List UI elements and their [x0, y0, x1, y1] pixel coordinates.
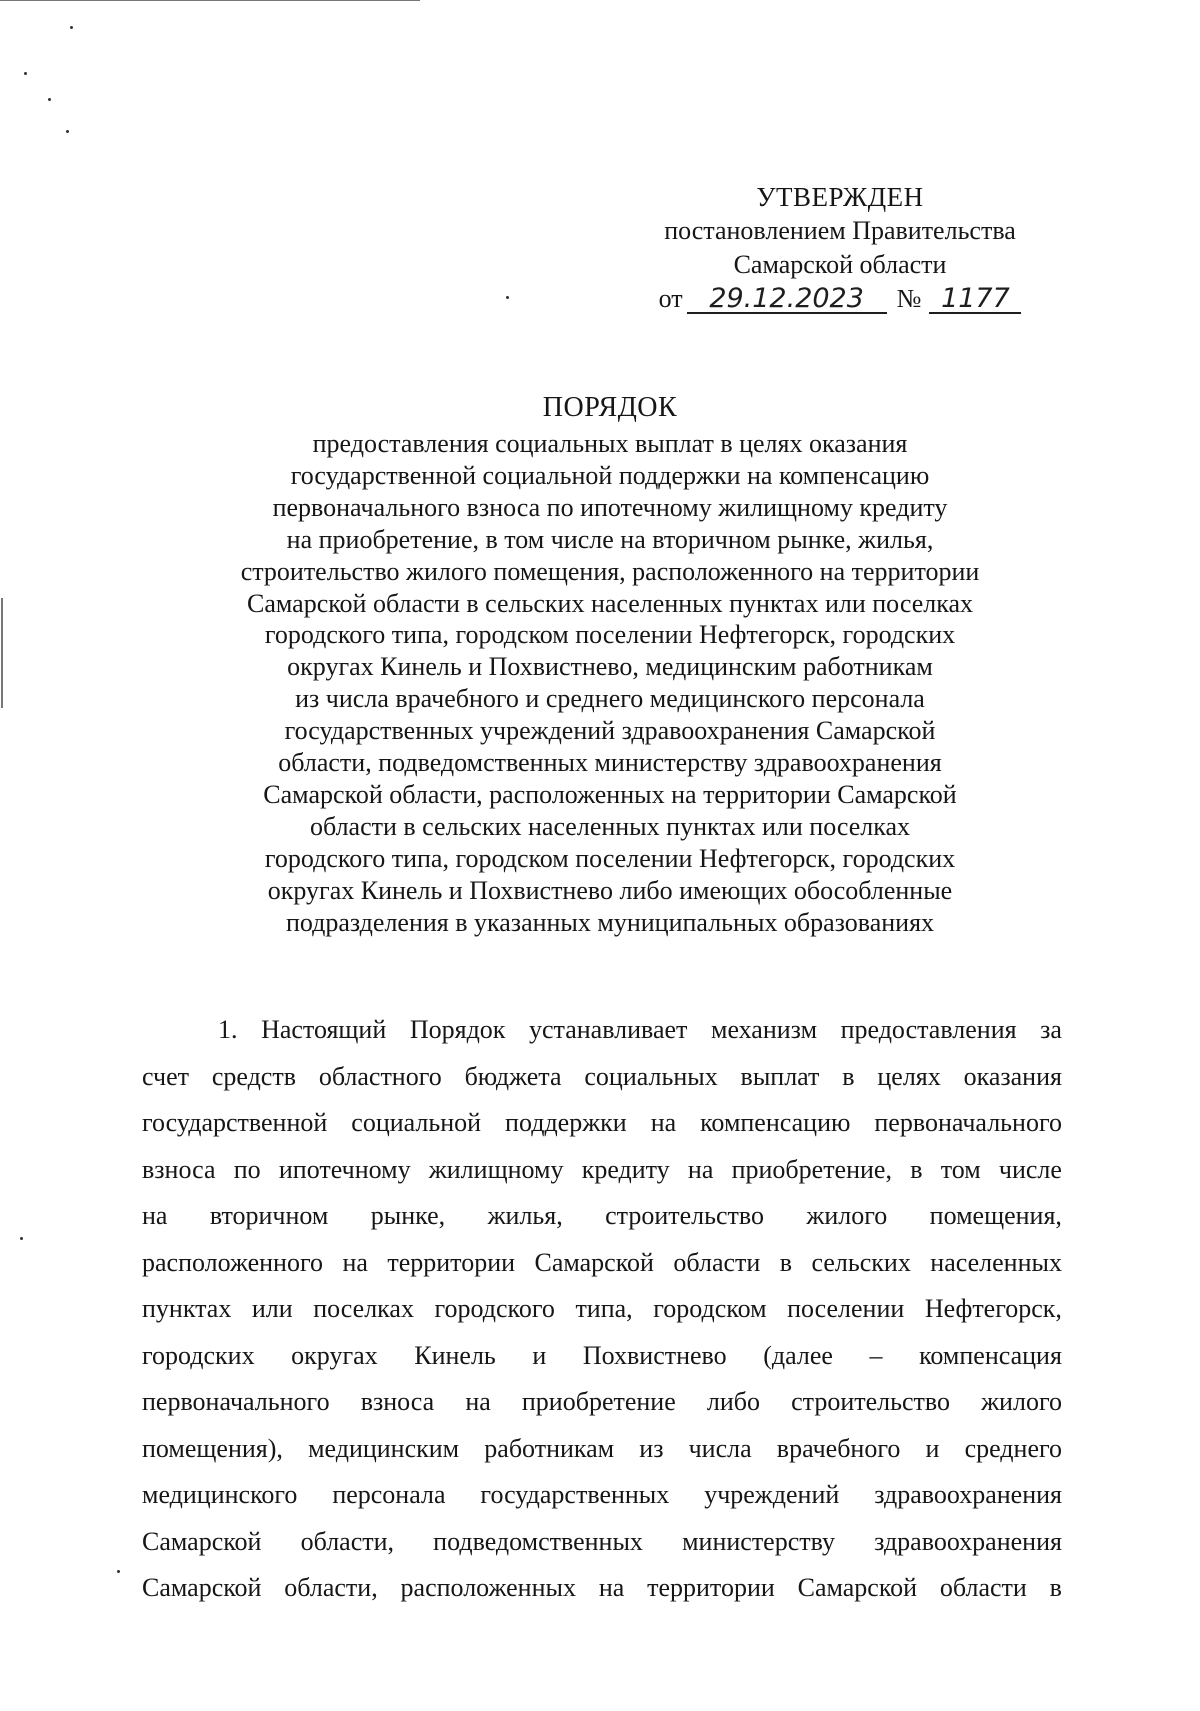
handwritten-number: 1177	[929, 286, 1021, 314]
paragraph-word: Порядок	[409, 1015, 506, 1044]
paragraph-word: механизм	[710, 1015, 818, 1044]
paragraph-word: рынке,	[370, 1201, 446, 1230]
scan-speck	[117, 1570, 120, 1573]
paragraph-word: и	[925, 1433, 940, 1463]
subtitle-line: подразделения в указанных муниципальных образованиях	[285, 907, 935, 937]
paragraph-word: области,	[284, 1573, 378, 1602]
paragraph-word: врачебного	[776, 1433, 901, 1463]
paragraph-line	[142, 1147, 1062, 1194]
approval-heading: УТВЕРЖДЕН	[756, 182, 924, 212]
scan-speck	[66, 130, 69, 133]
subtitle-line: области, подведомственных министерству здравоохранения	[278, 748, 942, 778]
subtitle-line: Самарской области, расположенных на территории Самарской	[263, 779, 957, 809]
subtitle-line: городского типа, городском поселении Нефтегорск, городских	[264, 843, 956, 873]
scan-speck	[20, 1237, 23, 1240]
paragraph-word: Самарской	[534, 1247, 654, 1277]
paragraph-word: взноса	[360, 1387, 435, 1416]
paragraph-word: персонала	[332, 1480, 446, 1509]
paragraph-word: в	[779, 1247, 793, 1277]
paragraph-line	[142, 1333, 1062, 1380]
paragraph-word: области,	[300, 1526, 395, 1556]
paragraph-word: в	[1049, 1573, 1062, 1602]
paragraph-word: на	[142, 1201, 168, 1230]
paragraph-word: первоначального	[874, 1108, 1062, 1137]
paragraph-word: жилого	[981, 1387, 1062, 1416]
paragraph-word: на	[342, 1247, 368, 1277]
paragraph-word: поддержки	[505, 1108, 627, 1137]
paragraph-word: работникам	[484, 1433, 615, 1463]
paragraph-word: 1.	[218, 1015, 238, 1044]
paragraph-word: счет	[142, 1061, 189, 1091]
subtitle-line: государственной социальной поддержки на компенсацию	[290, 460, 930, 490]
paragraph-word: приобретение	[521, 1387, 676, 1416]
paragraph-line	[142, 1100, 1062, 1147]
paragraph-word: либо	[706, 1387, 760, 1416]
paragraph-word: среднего	[964, 1433, 1062, 1463]
paragraph-word: компенсация	[919, 1340, 1062, 1370]
paragraph-word: из	[639, 1433, 664, 1463]
scan-edge-top	[0, 0, 420, 1]
paragraph-word: –	[869, 1340, 883, 1370]
paragraph-word: первоначального	[142, 1387, 330, 1416]
paragraph-word: областного	[318, 1061, 442, 1091]
subtitle-line: государственных учреждений здравоохранения Самарской	[284, 716, 936, 746]
paragraph-word: области	[939, 1573, 1027, 1602]
subtitle-line: первоначального взноса по ипотечному жилищному кредиту	[272, 492, 948, 522]
paragraph-word: социальной	[351, 1108, 482, 1137]
paragraph-word: Нефтегорск,	[924, 1294, 1062, 1323]
subtitle-line: строительство жилого помещения, расположенного на территории	[240, 556, 980, 586]
paragraph-word: городских	[142, 1340, 255, 1370]
paragraph-word: оказания	[963, 1061, 1062, 1091]
approval-line-2: Самарской области	[733, 250, 947, 279]
paragraph-word: сельских	[811, 1247, 911, 1277]
paragraph-word: здравоохранения	[874, 1526, 1062, 1556]
paragraph-word: территории	[387, 1247, 516, 1277]
paragraph-word: Самарской	[142, 1526, 262, 1556]
paragraph-word: за	[1040, 1015, 1062, 1044]
scan-speck	[48, 98, 51, 101]
paragraph-word: области	[673, 1247, 761, 1277]
paragraph-word: числа	[688, 1433, 752, 1463]
paragraph-word: том	[940, 1154, 981, 1184]
subtitle-line: из числа врачебного и среднего медицинского персонала	[295, 684, 925, 714]
paragraph-line	[142, 1240, 1062, 1287]
number-prefix: №	[896, 284, 922, 313]
paragraph-word: городского	[434, 1294, 555, 1323]
paragraph-word: расположенного	[142, 1247, 323, 1277]
scan-speck	[506, 296, 509, 299]
paragraph-word: и	[532, 1340, 547, 1370]
paragraph-word: ипотечному	[278, 1154, 411, 1184]
paragraph-1	[142, 1007, 1062, 1612]
paragraph-word: министерству	[682, 1526, 836, 1556]
paragraph-word: средств	[211, 1061, 296, 1091]
paragraph-word: жилищному	[428, 1154, 564, 1184]
paragraph-word: бюджета	[464, 1061, 562, 1091]
paragraph-word: выплат	[740, 1061, 820, 1091]
subtitle-line: Самарской области в сельских населенных пунктах или поселках	[247, 588, 973, 618]
paragraph-line	[142, 1379, 1062, 1426]
paragraph-word: помещения,	[929, 1201, 1062, 1230]
paragraph-line	[142, 1054, 1062, 1101]
paragraph-line	[142, 1426, 1062, 1473]
paragraph-word: строительство	[791, 1387, 950, 1416]
paragraph-word: на	[598, 1573, 625, 1602]
paragraph-line	[142, 1519, 1062, 1566]
paragraph-word: медицинским	[308, 1433, 460, 1463]
subtitle-line: округах Кинель и Похвистнево либо имеющих обособленные	[267, 875, 953, 905]
paragraph-word: социальных	[584, 1061, 718, 1091]
subtitle-line: области в сельских населенных пунктах или поселках	[309, 811, 911, 841]
paragraph-word: населенных	[930, 1247, 1062, 1277]
paragraph-word: по	[233, 1154, 261, 1184]
paragraph-word: целях	[877, 1061, 941, 1091]
paragraph-word: расположенных	[400, 1573, 576, 1602]
paragraph-word: кредиту	[581, 1154, 670, 1184]
paragraph-line	[142, 1472, 1062, 1519]
paragraph-line	[142, 1193, 1062, 1240]
paragraph-word: на	[687, 1154, 714, 1184]
approval-line-1: постановлением Правительства	[664, 216, 1016, 245]
paragraph-word: медицинского	[142, 1480, 298, 1509]
scan-speck	[70, 26, 73, 29]
paragraph-word: подведомственных	[433, 1526, 643, 1556]
scan-speck	[24, 72, 27, 75]
paragraph-word: помещения),	[142, 1433, 283, 1463]
paragraph-word: Самарской	[797, 1573, 918, 1602]
paragraph-word: на	[465, 1387, 491, 1416]
paragraph-line	[142, 1286, 1062, 1333]
paragraph-word: жилья,	[487, 1201, 563, 1230]
approval-block	[620, 180, 1060, 316]
paragraph-word: поселках	[313, 1294, 414, 1323]
subtitle-line: городского типа, городском поселении Нефтегорск, городских	[264, 620, 956, 650]
date-prefix: от	[658, 284, 683, 313]
subtitle-line: предоставления социальных выплат в целях оказания	[312, 429, 908, 458]
paragraph-word: государственной	[142, 1108, 328, 1137]
document-title: ПОРЯДОК	[542, 392, 678, 423]
paragraph-line	[142, 1565, 1062, 1612]
paragraph-line	[142, 1007, 1062, 1054]
paragraph-word: предоставления	[840, 1015, 1017, 1044]
paragraph-word: Настоящий	[261, 1015, 387, 1044]
paragraph-word: государственных	[480, 1480, 670, 1509]
approval-date-row	[620, 282, 1060, 316]
paragraph-word: в	[910, 1154, 923, 1184]
paragraph-word: учреждений	[704, 1480, 840, 1509]
paragraph-word: на	[650, 1108, 677, 1137]
paragraph-word: здравоохранения	[874, 1480, 1062, 1509]
paragraph-word: Похвистнево	[582, 1340, 727, 1370]
paragraph-word: или	[251, 1294, 293, 1323]
paragraph-word: вторичном	[209, 1201, 329, 1230]
paragraph-word: взноса	[142, 1154, 216, 1184]
paragraph-word: строительство	[605, 1201, 765, 1230]
subtitle-line: на приобретение, в том числе на вторичном рынке, жилья,	[286, 524, 934, 554]
paragraph-word: Самарской	[142, 1573, 262, 1602]
paragraph-word: округах	[291, 1340, 378, 1370]
paragraph-word: приобретение,	[731, 1154, 892, 1184]
scan-edge-left	[1, 598, 3, 708]
paragraph-word: (далее	[763, 1340, 833, 1370]
paragraph-word: жилого	[806, 1201, 888, 1230]
paragraph-word: городском	[653, 1294, 767, 1323]
handwritten-date: 29.12.2023	[687, 286, 887, 314]
paragraph-word: Кинель	[414, 1340, 496, 1370]
paragraph-word: поселении	[787, 1294, 905, 1323]
paragraph-word: числе	[998, 1154, 1062, 1184]
paragraph-word: в	[842, 1061, 855, 1091]
paragraph-word: территории	[647, 1573, 775, 1602]
document-subtitle	[150, 428, 1070, 939]
paragraph-word: пунктах	[142, 1294, 232, 1323]
subtitle-line: округах Кинель и Похвистнево, медицинским работникам	[287, 652, 933, 682]
paragraph-word: компенсацию	[700, 1108, 851, 1137]
paragraph-word: типа,	[575, 1294, 633, 1323]
paragraph-word: устанавливает	[529, 1015, 688, 1044]
